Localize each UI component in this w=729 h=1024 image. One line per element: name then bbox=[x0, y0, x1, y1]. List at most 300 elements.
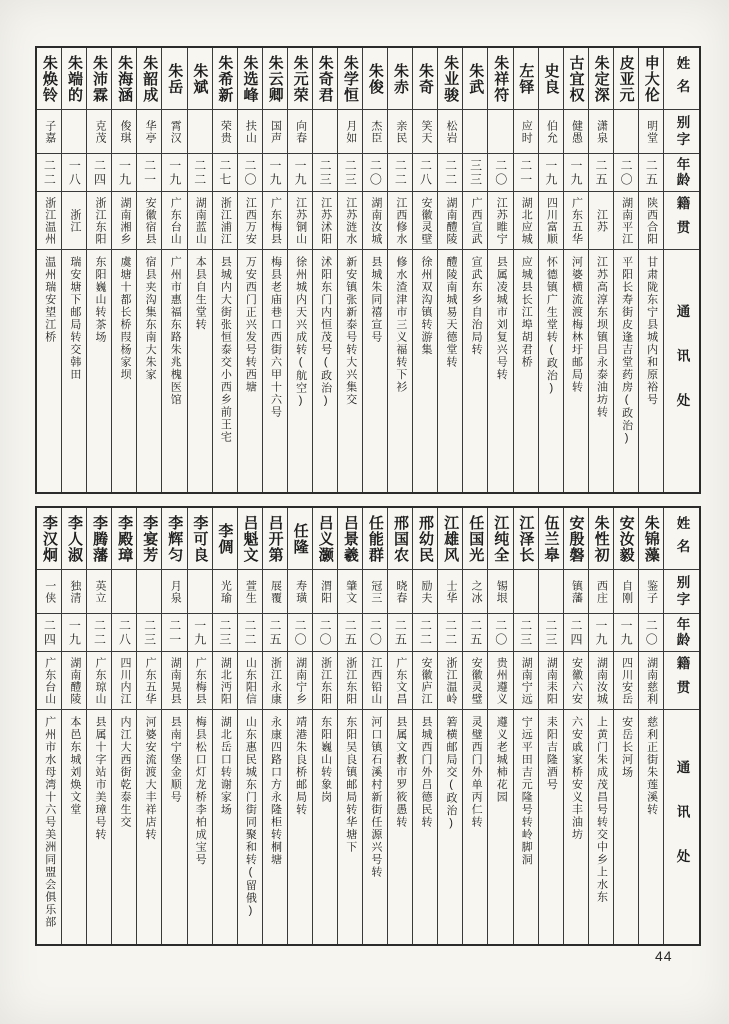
name-cell-text: 朱学恒 bbox=[341, 54, 359, 103]
entry-column bbox=[237, 48, 262, 492]
age-cell bbox=[388, 154, 412, 192]
address-cell bbox=[313, 250, 337, 492]
address-cell-text: 东阳巍山转茶场 bbox=[93, 256, 106, 344]
entry-column bbox=[513, 508, 538, 944]
address-cell bbox=[288, 710, 312, 944]
name-cell bbox=[213, 508, 237, 570]
courtesy-name-cell-text: 励夫 bbox=[419, 579, 432, 604]
name-header-label: 姓名 bbox=[674, 515, 690, 562]
native-place-cell bbox=[62, 652, 86, 710]
address-cell bbox=[539, 250, 563, 492]
age-cell bbox=[288, 614, 312, 652]
address-cell bbox=[288, 250, 312, 492]
entry-column bbox=[513, 48, 538, 492]
native-place-cell bbox=[488, 192, 512, 250]
address-cell bbox=[639, 250, 663, 492]
address-cell bbox=[87, 710, 111, 944]
address-cell bbox=[37, 250, 61, 492]
courtesy-name-cell bbox=[188, 570, 212, 614]
entry-column bbox=[37, 508, 61, 944]
age-cell bbox=[62, 154, 86, 192]
address-cell bbox=[388, 250, 412, 492]
native-place-cell bbox=[37, 192, 61, 250]
age-cell-text: 一九 bbox=[619, 618, 634, 647]
age-cell-text: 二〇 bbox=[368, 618, 383, 647]
name-cell-text: 任国光 bbox=[467, 514, 485, 563]
native-place-cell bbox=[313, 652, 337, 710]
name-cell bbox=[313, 508, 337, 570]
native-place-cell bbox=[388, 192, 412, 250]
address-cell bbox=[37, 710, 61, 944]
name-cell bbox=[87, 508, 111, 570]
native-place-cell bbox=[438, 652, 462, 710]
address-cell bbox=[413, 710, 437, 944]
courtesy-name-header-label: 别字 bbox=[674, 574, 690, 609]
native-place-cell bbox=[313, 192, 337, 250]
age-cell bbox=[137, 614, 161, 652]
name-cell bbox=[313, 48, 337, 110]
native-place-cell-text: 湖北沔阳 bbox=[219, 656, 232, 705]
courtesy-name-cell bbox=[162, 110, 186, 154]
address-cell bbox=[137, 250, 161, 492]
courtesy-name-cell bbox=[188, 110, 212, 154]
native-place-cell-text: 江西铅山 bbox=[369, 656, 382, 705]
courtesy-name-cell-text: 俊琪 bbox=[119, 119, 132, 144]
age-cell bbox=[514, 154, 538, 192]
address-cell-text: 温州瑞安望江桥 bbox=[43, 256, 56, 344]
name-cell bbox=[188, 48, 212, 110]
native-place-cell-text: 江苏铜山 bbox=[294, 196, 307, 245]
name-cell bbox=[162, 48, 186, 110]
name-cell bbox=[539, 48, 563, 110]
native-place-cell-text: 湖南耒阳 bbox=[545, 656, 558, 705]
age-cell bbox=[539, 614, 563, 652]
age-cell bbox=[263, 614, 287, 652]
name-cell-text: 任能群 bbox=[366, 514, 384, 563]
address-cell-text: 应城县长江埠胡君桥 bbox=[520, 256, 533, 369]
address-cell bbox=[62, 710, 86, 944]
courtesy-name-cell-text: 月如 bbox=[344, 119, 357, 144]
name-cell-text: 朱岳 bbox=[166, 62, 184, 95]
name-cell-text: 李可良 bbox=[191, 514, 209, 563]
address-cell-text: 河婆安流渡大丰祥店转 bbox=[144, 716, 157, 841]
age-cell-text: 二二 bbox=[92, 618, 107, 647]
age-cell bbox=[112, 154, 136, 192]
address-cell-text: 沭阳东门内恒茂号(政治) bbox=[319, 256, 332, 408]
native-place-cell bbox=[338, 192, 362, 250]
age-cell bbox=[438, 614, 462, 652]
entry-column bbox=[86, 48, 111, 492]
courtesy-name-cell bbox=[213, 110, 237, 154]
age-cell bbox=[112, 614, 136, 652]
courtesy-name-cell bbox=[614, 110, 638, 154]
age-cell bbox=[137, 154, 161, 192]
native-place-cell-text: 浙江东阳 bbox=[93, 196, 106, 245]
age-cell bbox=[162, 614, 186, 652]
native-place-cell bbox=[162, 652, 186, 710]
age-cell bbox=[388, 614, 412, 652]
entry-column bbox=[588, 48, 613, 492]
address-cell-text: 靖港朱良桥邮局转 bbox=[294, 716, 307, 816]
name-cell-text: 朱性初 bbox=[592, 514, 610, 563]
native-place-cell-text: 广东琼山 bbox=[93, 656, 106, 705]
courtesy-name-cell bbox=[338, 110, 362, 154]
courtesy-name-cell-text: 笑天 bbox=[419, 119, 432, 144]
age-cell-text: 二三 bbox=[217, 618, 232, 647]
name-cell bbox=[639, 48, 663, 110]
name-cell bbox=[87, 48, 111, 110]
name-cell bbox=[238, 48, 262, 110]
courtesy-name-cell bbox=[288, 570, 312, 614]
entry-column bbox=[187, 508, 212, 944]
courtesy-name-cell-text: 松岩 bbox=[445, 119, 458, 144]
courtesy-name-cell bbox=[363, 110, 387, 154]
courtesy-name-cell bbox=[514, 110, 538, 154]
age-cell-text: 二二 bbox=[192, 158, 207, 187]
name-cell bbox=[413, 508, 437, 570]
name-cell-text: 朱云卿 bbox=[266, 54, 284, 103]
address-cell bbox=[388, 710, 412, 944]
entry-column bbox=[412, 48, 437, 492]
native-place-cell bbox=[213, 652, 237, 710]
courtesy-name-cell bbox=[62, 110, 86, 154]
page-number: 44 bbox=[655, 948, 673, 964]
entry-column bbox=[487, 508, 512, 944]
entry-column bbox=[462, 508, 487, 944]
address-cell-text: 广州市惠福东路朱兆槐医馆 bbox=[169, 256, 182, 406]
address-cell bbox=[162, 710, 186, 944]
age-cell-text: 二〇 bbox=[318, 618, 333, 647]
address-cell bbox=[338, 710, 362, 944]
entry-column bbox=[638, 48, 663, 492]
age-cell bbox=[463, 154, 487, 192]
name-cell bbox=[37, 48, 61, 110]
address-cell bbox=[639, 710, 663, 944]
age-cell-text: 一九 bbox=[594, 618, 609, 647]
address-cell bbox=[488, 710, 512, 944]
courtesy-name-cell bbox=[514, 570, 538, 614]
address-cell bbox=[514, 250, 538, 492]
name-cell bbox=[263, 508, 287, 570]
address-cell bbox=[438, 710, 462, 944]
address-cell bbox=[514, 710, 538, 944]
courtesy-name-cell-text: 杰臣 bbox=[369, 119, 382, 144]
name-cell-text: 伍兰皋 bbox=[542, 514, 560, 563]
age-cell-text: 一九 bbox=[568, 158, 583, 187]
name-cell bbox=[589, 508, 613, 570]
age-cell-text: 一九 bbox=[67, 618, 82, 647]
courtesy-name-cell-text: 亲民 bbox=[394, 119, 407, 144]
address-cell-text: 宁远平田吉元隆号转岭脚洞 bbox=[520, 716, 533, 866]
address-header-label: 通讯处 bbox=[674, 760, 690, 894]
name-cell bbox=[62, 48, 86, 110]
address-cell-text: 箬横邮局交(政治) bbox=[445, 716, 458, 831]
courtesy-name-cell-text: 健愚 bbox=[570, 119, 583, 144]
native-place-cell-text: 浙江 bbox=[68, 208, 81, 233]
courtesy-name-cell-text: 潇泉 bbox=[595, 119, 608, 144]
courtesy-name-cell-text: 英立 bbox=[93, 579, 106, 604]
name-cell bbox=[463, 508, 487, 570]
courtesy-name-cell bbox=[564, 570, 588, 614]
native-place-cell bbox=[188, 652, 212, 710]
courtesy-name-cell bbox=[463, 110, 487, 154]
native-place-cell-text: 湖南宁乡 bbox=[294, 656, 307, 705]
native-place-cell-text: 湖南慈利 bbox=[645, 656, 658, 705]
entry-column bbox=[487, 48, 512, 492]
entry-column bbox=[262, 508, 287, 944]
age-cell-text: 一九 bbox=[293, 158, 308, 187]
name-cell-text: 朱沛霖 bbox=[91, 54, 109, 103]
name-cell-text: 朱奇君 bbox=[316, 54, 334, 103]
age-header bbox=[664, 154, 699, 192]
address-cell bbox=[238, 250, 262, 492]
age-cell-text: 二七 bbox=[217, 158, 232, 187]
entry-column bbox=[312, 508, 337, 944]
address-cell-text: 县南宁堡金顺号 bbox=[169, 716, 182, 804]
age-cell-text: 二五 bbox=[468, 618, 483, 647]
native-place-cell-text: 湖南湘乡 bbox=[119, 196, 132, 245]
address-cell-text: 县属凌城市刘复兴号转 bbox=[495, 256, 508, 381]
name-cell-text: 李腾藩 bbox=[91, 514, 109, 563]
age-cell-text: 二四 bbox=[92, 158, 107, 187]
courtesy-name-cell bbox=[263, 110, 287, 154]
age-cell-text: 二二 bbox=[443, 158, 458, 187]
entry-column bbox=[136, 48, 161, 492]
courtesy-name-cell-text: 肇文 bbox=[344, 579, 357, 604]
entry-column bbox=[462, 48, 487, 492]
courtesy-name-cell bbox=[213, 570, 237, 614]
name-cell-text: 朱锦藻 bbox=[642, 514, 660, 563]
entry-column bbox=[588, 508, 613, 944]
courtesy-name-cell-text: 鉴子 bbox=[645, 579, 658, 604]
courtesy-name-header bbox=[664, 570, 699, 614]
address-cell bbox=[313, 710, 337, 944]
native-place-cell bbox=[263, 652, 287, 710]
native-place-cell bbox=[238, 192, 262, 250]
age-cell bbox=[589, 154, 613, 192]
entry-column bbox=[563, 508, 588, 944]
courtesy-name-cell-text: 寿璜 bbox=[294, 579, 307, 604]
address-cell bbox=[238, 710, 262, 944]
native-place-cell-text: 安徽宿县 bbox=[144, 196, 157, 245]
name-cell bbox=[162, 508, 186, 570]
address-cell-text: 万安西门正兴发号转西塘 bbox=[244, 256, 257, 394]
age-cell-text: 一八 bbox=[67, 158, 82, 187]
native-place-cell-text: 广东文昌 bbox=[394, 656, 407, 705]
native-place-header bbox=[664, 652, 699, 710]
courtesy-name-cell bbox=[639, 110, 663, 154]
native-place-cell bbox=[614, 192, 638, 250]
courtesy-name-cell-text: 渭阳 bbox=[319, 579, 332, 604]
age-cell bbox=[87, 614, 111, 652]
courtesy-name-header bbox=[664, 110, 699, 154]
native-place-header bbox=[664, 192, 699, 250]
age-cell bbox=[438, 154, 462, 192]
age-cell bbox=[288, 154, 312, 192]
age-cell-text: 二〇 bbox=[368, 158, 383, 187]
age-cell-text: 二〇 bbox=[293, 618, 308, 647]
address-cell bbox=[263, 250, 287, 492]
age-header-label: 年龄 bbox=[674, 156, 690, 189]
name-cell-text: 李汉炯 bbox=[40, 514, 58, 563]
courtesy-name-cell bbox=[564, 110, 588, 154]
address-cell-text: 县属十字站市美璋号转 bbox=[93, 716, 106, 841]
courtesy-name-cell-text: 伯允 bbox=[545, 119, 558, 144]
address-cell bbox=[338, 250, 362, 492]
address-cell bbox=[564, 710, 588, 944]
courtesy-name-cell bbox=[263, 570, 287, 614]
name-cell bbox=[413, 48, 437, 110]
native-place-cell-text: 浙江东阳 bbox=[344, 656, 357, 705]
courtesy-name-cell-text: 光瑜 bbox=[219, 579, 232, 604]
native-place-cell-text: 江苏睢宁 bbox=[495, 196, 508, 245]
native-place-cell bbox=[413, 652, 437, 710]
address-cell-text: 宣武东乡自治局转 bbox=[470, 256, 483, 356]
native-place-cell bbox=[463, 192, 487, 250]
native-place-cell-text: 四川安岳 bbox=[620, 656, 633, 705]
native-place-cell bbox=[463, 652, 487, 710]
address-cell-text: 山东惠民城东门街同聚和转(留俄) bbox=[244, 716, 257, 918]
native-place-cell-text: 浙江温岭 bbox=[445, 656, 458, 705]
native-place-cell-text: 湖南汝城 bbox=[595, 656, 608, 705]
address-cell bbox=[263, 710, 287, 944]
age-cell bbox=[564, 614, 588, 652]
native-place-cell-text: 山东阳信 bbox=[244, 656, 257, 705]
native-place-cell bbox=[238, 652, 262, 710]
name-cell bbox=[564, 48, 588, 110]
courtesy-name-cell-text: 国声 bbox=[269, 119, 282, 144]
name-cell bbox=[438, 48, 462, 110]
age-cell bbox=[188, 154, 212, 192]
age-cell-text: 二四 bbox=[568, 618, 583, 647]
age-cell-text: 二〇 bbox=[493, 618, 508, 647]
courtesy-name-cell bbox=[488, 570, 512, 614]
age-cell-text: 二八 bbox=[418, 158, 433, 187]
address-cell-text: 新安镇张新泰号转大兴集交 bbox=[344, 256, 357, 406]
age-cell bbox=[338, 154, 362, 192]
courtesy-name-cell-text: 明堂 bbox=[645, 119, 658, 144]
courtesy-name-cell bbox=[288, 110, 312, 154]
name-cell bbox=[539, 508, 563, 570]
name-cell-text: 李辉匀 bbox=[166, 514, 184, 563]
courtesy-name-cell-text: 晓春 bbox=[394, 579, 407, 604]
age-cell bbox=[413, 154, 437, 192]
name-cell bbox=[288, 508, 312, 570]
address-cell-text: 内江大西街乾泰生交 bbox=[119, 716, 132, 829]
courtesy-name-cell bbox=[539, 110, 563, 154]
name-cell bbox=[137, 48, 161, 110]
address-cell-text: 河婆横流渡梅林圩邮局转 bbox=[570, 256, 583, 394]
age-cell-text: 二八 bbox=[117, 618, 132, 647]
age-cell-text: 二四 bbox=[42, 618, 57, 647]
address-cell-text: 安岳长河场 bbox=[620, 716, 633, 779]
entry-column bbox=[262, 48, 287, 492]
native-place-cell bbox=[539, 652, 563, 710]
entry-column bbox=[287, 508, 312, 944]
age-cell-text: 二二 bbox=[393, 158, 408, 187]
address-cell bbox=[112, 710, 136, 944]
courtesy-name-cell bbox=[137, 110, 161, 154]
courtesy-name-cell-text: 子嘉 bbox=[43, 119, 56, 144]
address-cell-text: 瑞安塘下邮局转交韩田 bbox=[68, 256, 81, 381]
address-cell bbox=[162, 250, 186, 492]
native-place-cell bbox=[137, 652, 161, 710]
entry-column bbox=[337, 48, 362, 492]
entry-column bbox=[86, 508, 111, 944]
address-cell-text: 永康四路口方永隆柜转桐塘 bbox=[269, 716, 282, 866]
courtesy-name-cell bbox=[363, 570, 387, 614]
address-cell bbox=[614, 250, 638, 492]
address-cell bbox=[87, 250, 111, 492]
native-place-cell-text: 湖南平江 bbox=[620, 196, 633, 245]
courtesy-name-cell bbox=[413, 570, 437, 614]
name-cell bbox=[614, 508, 638, 570]
age-cell bbox=[614, 154, 638, 192]
courtesy-name-cell bbox=[463, 570, 487, 614]
age-cell-text: 二一 bbox=[142, 158, 157, 187]
name-cell bbox=[589, 48, 613, 110]
age-cell bbox=[238, 154, 262, 192]
entry-column bbox=[312, 48, 337, 492]
address-cell bbox=[413, 250, 437, 492]
address-cell bbox=[614, 710, 638, 944]
courtesy-name-cell bbox=[438, 110, 462, 154]
native-place-cell bbox=[87, 192, 111, 250]
native-place-cell bbox=[37, 652, 61, 710]
age-cell-text: 一九 bbox=[167, 158, 182, 187]
entry-column bbox=[538, 508, 563, 944]
name-cell bbox=[488, 48, 512, 110]
native-place-cell-text: 湖南醴陵 bbox=[68, 656, 81, 705]
address-cell-text: 县属文教市罗筱愚转 bbox=[394, 716, 407, 829]
native-place-cell bbox=[388, 652, 412, 710]
address-cell bbox=[213, 250, 237, 492]
age-cell-text: 二五 bbox=[268, 618, 283, 647]
address-cell-text: 梅县松口灯龙桥李柏成宝号 bbox=[194, 716, 207, 866]
entry-column bbox=[362, 48, 387, 492]
courtesy-name-cell bbox=[388, 570, 412, 614]
address-cell-text: 修水渣津市三义福转下衫 bbox=[394, 256, 407, 394]
address-cell-text: 耒阳吉隆酒号 bbox=[545, 716, 558, 791]
age-cell bbox=[413, 614, 437, 652]
age-cell bbox=[639, 614, 663, 652]
name-cell-text: 朱定深 bbox=[592, 54, 610, 103]
name-header-label: 姓名 bbox=[674, 55, 690, 102]
courtesy-name-cell bbox=[338, 570, 362, 614]
age-cell bbox=[263, 154, 287, 192]
age-cell bbox=[162, 154, 186, 192]
native-place-cell bbox=[589, 192, 613, 250]
name-cell-text: 江泽长 bbox=[517, 514, 535, 563]
address-cell-text: 慈利正街朱莲溪转 bbox=[645, 716, 658, 816]
address-header bbox=[664, 710, 699, 944]
entry-column bbox=[111, 508, 136, 944]
courtesy-name-cell-text: 镇藩 bbox=[570, 579, 583, 604]
native-place-cell-text: 湖北应城 bbox=[520, 196, 533, 245]
name-cell-text: 朱奇 bbox=[417, 62, 435, 95]
native-place-cell-text: 安徽灵壁 bbox=[419, 196, 432, 245]
address-cell-text: 江苏高淳东坝镇吕永泰油坊转 bbox=[595, 256, 608, 419]
entry-column bbox=[412, 508, 437, 944]
native-place-cell-text: 湖南晃县 bbox=[169, 656, 182, 705]
native-place-cell-text: 浙江温州 bbox=[43, 196, 56, 245]
age-cell bbox=[564, 154, 588, 192]
native-place-cell bbox=[363, 652, 387, 710]
courtesy-name-cell-text: 展覆 bbox=[269, 579, 282, 604]
age-header-label: 年龄 bbox=[674, 616, 690, 649]
age-cell bbox=[213, 154, 237, 192]
address-cell bbox=[589, 250, 613, 492]
